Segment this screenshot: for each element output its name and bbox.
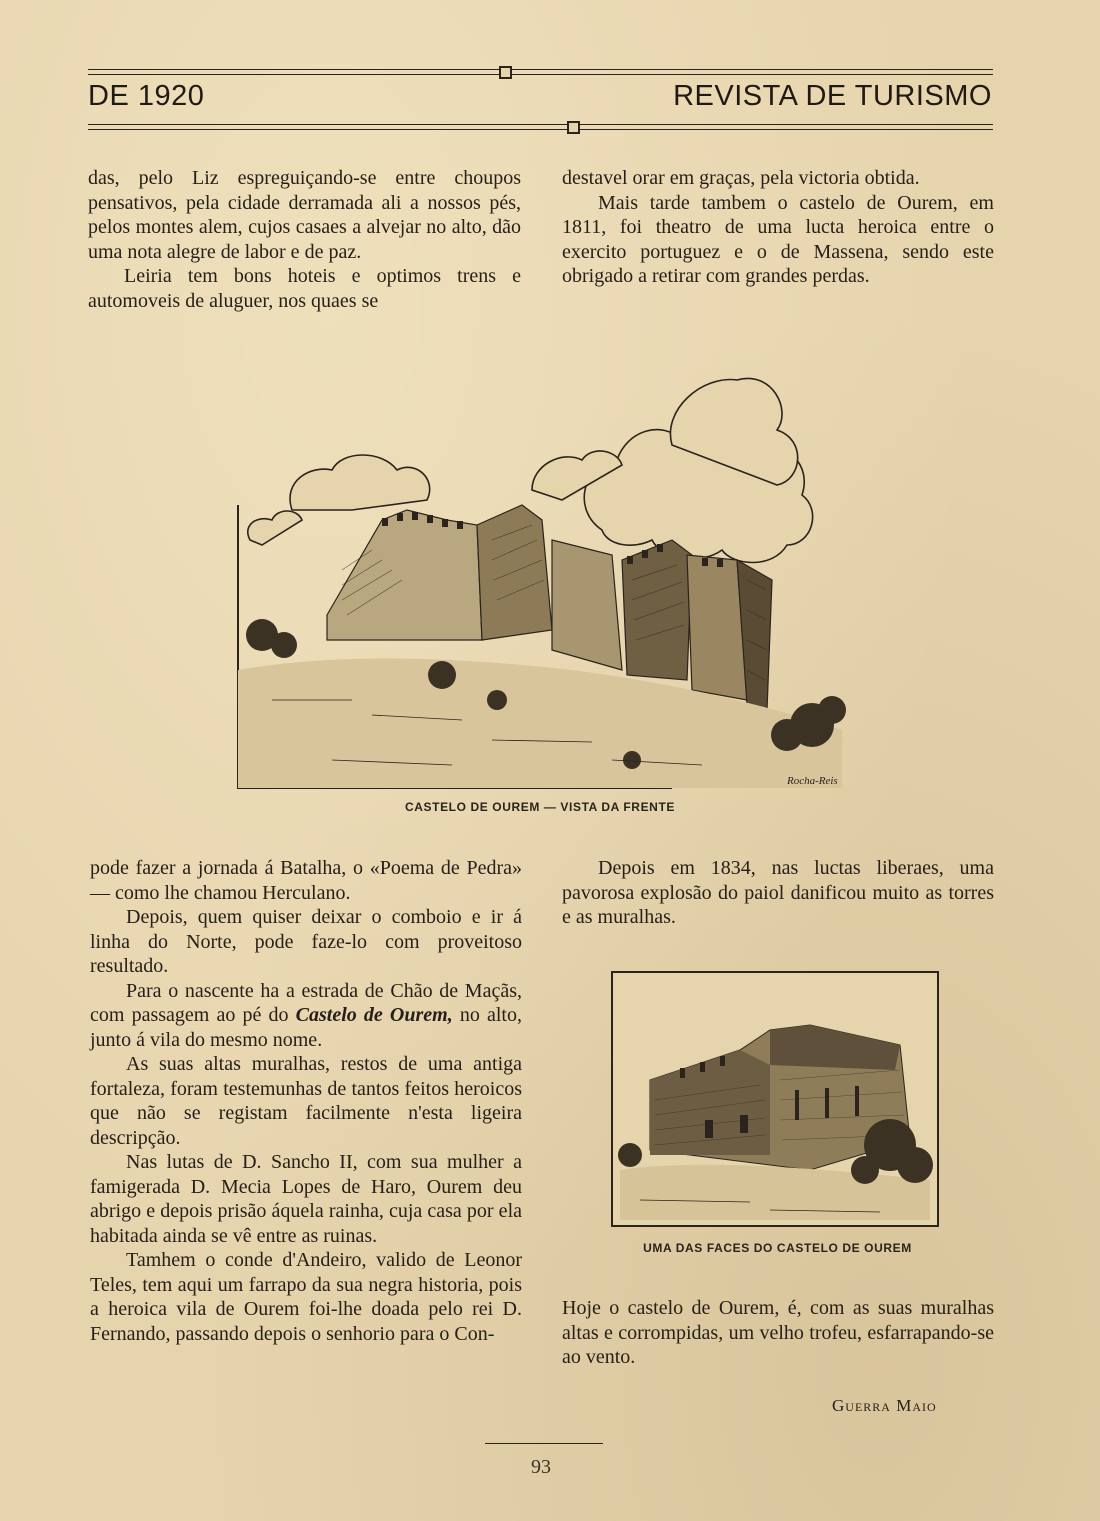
paragraph: destavel orar em graças, pela victoria obtida.: [562, 167, 920, 189]
place-name-emphasis: Castelo de Ourem,: [295, 1004, 453, 1026]
page-number: 93: [531, 1456, 551, 1478]
castle-face-illustration: [610, 970, 940, 1228]
paragraph: das, pelo Liz espreguiçando-se entre choupos pensativos, pela cidade derramada ali a nossos pés, pelos montes alem, cujos casaes a alvejar no alto, dão uma nota alegre de labor e de paz.: [88, 167, 521, 263]
text-run: no alto, junto á vila do mesmo nome.: [90, 1004, 522, 1051]
paragraph: Mais tarde tambem o castelo de Ourem, em 1811, foi theatro de uma lucta heroica entre o exercito portuguez e o de Massena, sendo este obrigado a retirar com grandes perdas.: [562, 191, 994, 287]
figure-caption-face: UMA DAS FACES DO CASTELO DE OUREM: [643, 1241, 912, 1255]
header-ornament-top: [499, 66, 512, 79]
paragraph: Hoje o castelo de Ourem, é, com as suas muralhas altas e corrompidas, um velho trofeu, esfarrapando-se ao vento.: [562, 1297, 994, 1368]
figure-caption-front: CASTELO DE OUREM — VISTA DA FRENTE: [405, 800, 675, 814]
paragraph: pode fazer a jornada á Batalha, o «Poema de Pedra» — como lhe chamou Herculano.: [90, 857, 522, 904]
top-right-column: [562, 166, 994, 289]
footer-rule: [485, 1443, 603, 1444]
top-left-column: [88, 166, 521, 313]
paragraph: Nas lutas de D. Sancho II, com sua mulher a famigerada D. Mecia Lopes de Haro, Ourem deu abrigo e depois prisão áquela rainha, cuja casa por ela habitada ainda se vê entre as ruinas.: [90, 1151, 522, 1247]
paragraph: Tamhem o conde d'Andeiro, valido de Leonor Teles, tem aqui um farrapo da sua negra historia, pois a heroica vila de Ourem foi-lhe doada pelo rei D. Fernando, passando depois o senhorio para o Con-: [90, 1249, 522, 1345]
header-date: DE 1920: [88, 80, 205, 112]
paragraph: As suas altas muralhas, restos de uma antiga fortaleza, foram testemunhas de tantos feitos heroicos que não se registam facilmente n'esta ligeira descripção.: [90, 1053, 522, 1149]
paragraph: Depois em 1834, nas luctas liberaes, uma pavorosa explosão do paiol danificou muito as torres e as muralhas.: [562, 857, 994, 928]
paragraph: Depois, quem quiser deixar o comboio e ir á linha do Norte, pode faze-lo com proveitoso resultado.: [90, 906, 522, 977]
artist-signature: Rocha-Reis: [787, 775, 838, 787]
header-magazine-title: REVISTA DE TURISMO: [673, 80, 992, 112]
paragraph: Leiria tem bons hoteis e optimos trens e automoveis de aluguer, nos quaes se: [88, 265, 521, 312]
header-rule-top: [88, 69, 993, 75]
paragraph: [90, 979, 522, 1053]
castle-front-illustration: [232, 370, 847, 795]
header-rule-bottom: [88, 124, 993, 130]
header-ornament-bottom: [567, 121, 580, 134]
bottom-left-column: [90, 856, 522, 1346]
bottom-right-column-top: [562, 856, 994, 930]
author-signature: Guerra Maio: [832, 1396, 937, 1415]
text-run: Para o nascente ha a estrada de Chão de Maçãs, com passagem ao pé do: [90, 979, 522, 1026]
bottom-right-column-end: [562, 1296, 994, 1370]
